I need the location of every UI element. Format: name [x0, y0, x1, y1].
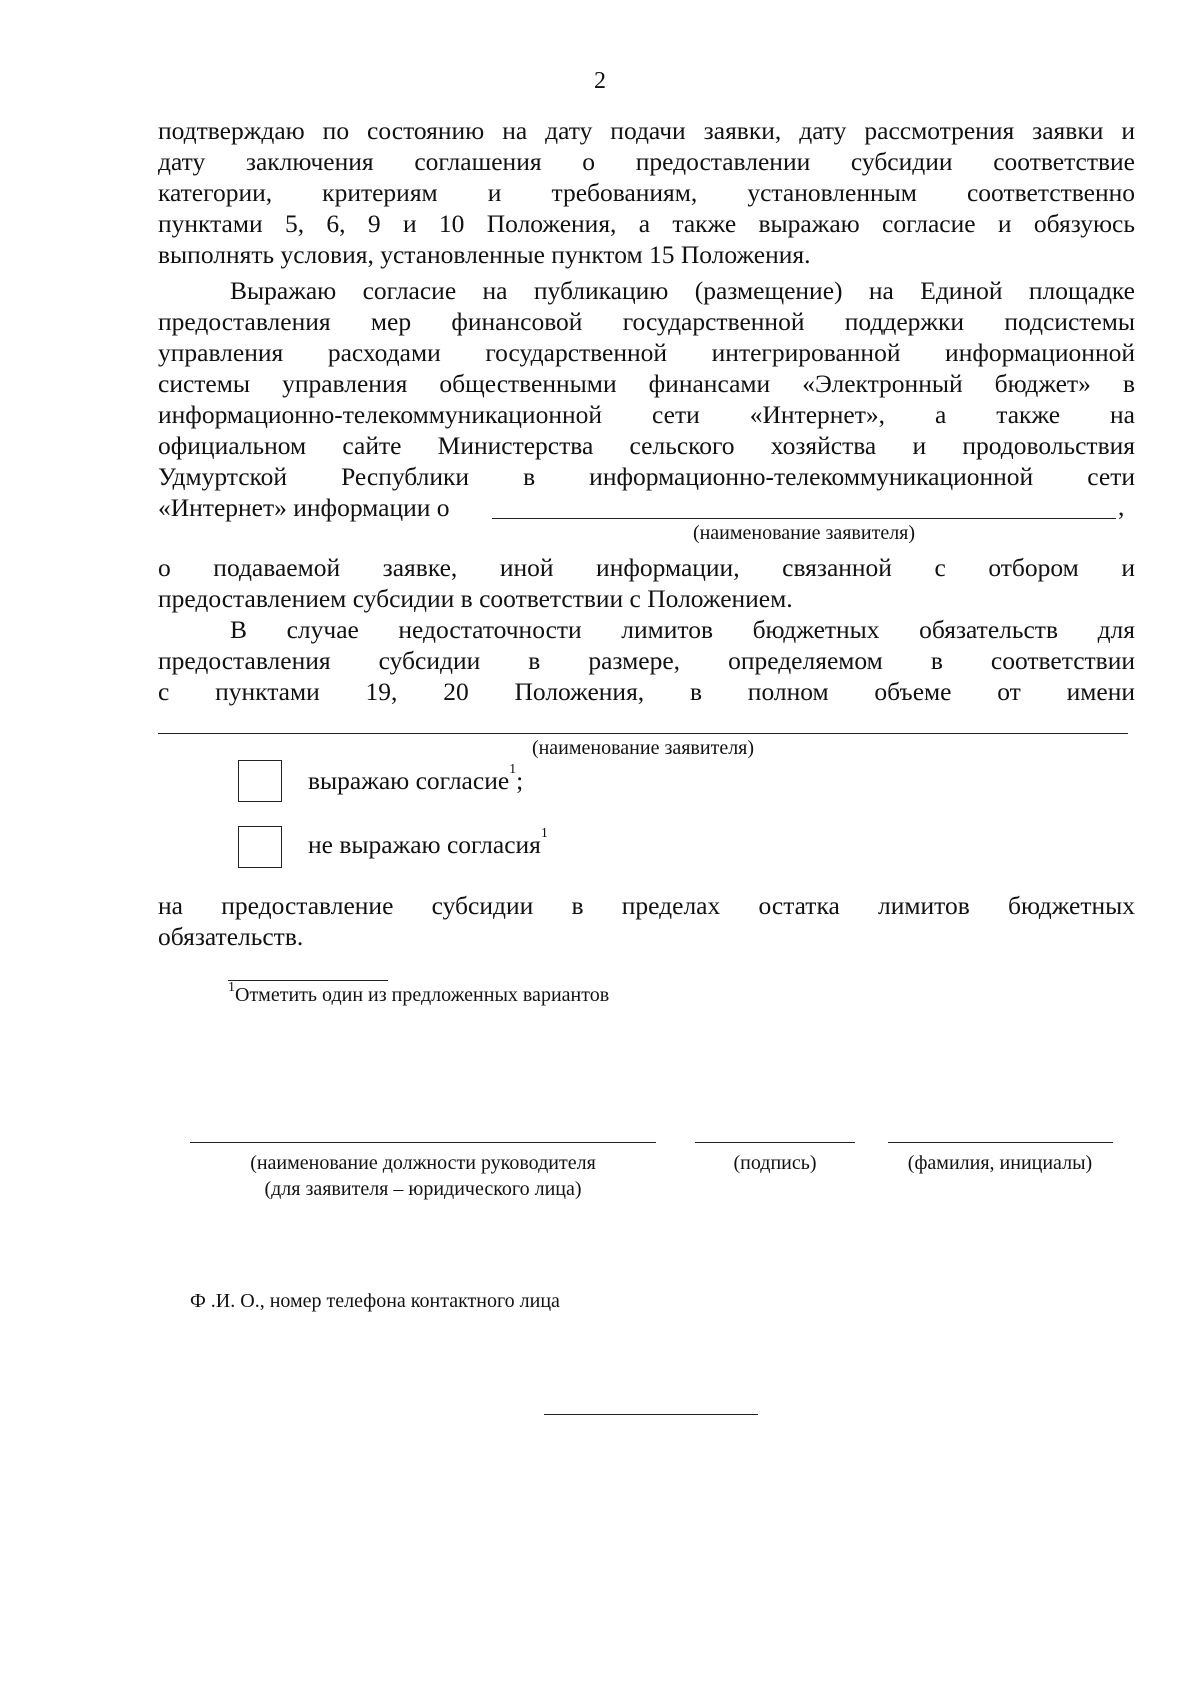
consent-option-label: выражаю согласие$^1$;	[308, 762, 524, 795]
text-line: предоставления мер финансовой государственной поддержки подсистемы	[158, 307, 1135, 336]
text-line: управления расходами государственной интегрированной информационной	[158, 338, 1135, 367]
applicant-name-field-2[interactable]	[158, 733, 1128, 734]
paragraph-publication-consent	[158, 275, 1135, 523]
text-line: пунктами 5, 6, 9 и 10 Положения, а также выражаю согласие и обязуюсь	[158, 209, 1135, 238]
text-line: предоставлением субсидии в соответствии с Положением.	[158, 584, 793, 613]
applicant-name-caption: (наименование заявителя)	[692, 522, 916, 544]
consent-checkbox[interactable]	[238, 760, 282, 802]
text-line: В случае недостаточности лимитов бюджетных обязательств для	[230, 615, 1135, 644]
name-caption: (фамилия, инициалы)	[907, 1152, 1093, 1174]
position-field[interactable]	[190, 1142, 656, 1143]
text-line: «Интернет» информации о	[158, 493, 450, 522]
text-line: с пунктами 19, 20 Положения, в полном объеме от имени	[158, 677, 1135, 706]
applicant-name-field[interactable]	[492, 518, 1116, 519]
text-line: подтверждаю по состоянию на дату подачи заявки, дату рассмотрения заявки и	[158, 116, 1135, 145]
footnote: $^1$Отметить один из предложенных вариантов	[228, 980, 610, 1006]
signature-field[interactable]	[695, 1142, 855, 1143]
contact-person-label: Ф .И. О., номер телефона контактного лица	[190, 1290, 560, 1312]
paragraph-insufficient-limits	[158, 614, 1135, 707]
text-line: системы управления общественными финансами «Электронный бюджет» в	[158, 369, 1135, 398]
text-line: дату заключения соглашения о предоставлении субсидии соответствие	[158, 147, 1135, 176]
text-line: Выражаю согласие на публикацию (размещение) на Единой площадке	[230, 276, 1135, 305]
comma: ,	[1118, 492, 1125, 521]
page-number: 2	[594, 68, 606, 94]
name-field[interactable]	[888, 1142, 1113, 1143]
no-consent-checkbox[interactable]	[238, 826, 282, 868]
text-line: выполнять условия, установленные пунктом 15 Положения.	[158, 240, 811, 269]
text-line: информационно-телекоммуникационной сети «Интернет», а также на	[158, 400, 1135, 429]
no-consent-option-label: не выражаю согласия$^1$	[308, 826, 548, 859]
paragraph-publication-consent-cont	[158, 552, 1135, 614]
position-caption: (наименование должности руководителя (для заявителя – юридического лица)	[250, 1152, 596, 1200]
text-line: официальном сайте Министерства сельского хозяйства и продовольствия	[158, 431, 1135, 460]
footnote-separator	[228, 980, 388, 981]
paragraph-confirmation	[158, 115, 1135, 270]
paragraph-remaining-limits	[158, 890, 1135, 952]
text-line: категории, критериям и требованиям, установленным соответственно	[158, 178, 1135, 207]
text-line: предоставления субсидии в размере, определяемом в соответствии	[158, 646, 1135, 675]
signature-caption: (подпись)	[733, 1152, 817, 1174]
applicant-name-caption-2: (наименование заявителя)	[531, 737, 755, 759]
text-line: обязательств.	[158, 922, 304, 951]
text-line: о подаваемой заявке, иной информации, связанной с отбором и	[158, 553, 1135, 582]
text-line: Удмуртской Республики в информационно-телекоммуникационной сети	[158, 462, 1135, 491]
end-rule	[544, 1414, 758, 1415]
text-line: на предоставление субсидии в пределах остатка лимитов бюджетных	[158, 891, 1135, 920]
